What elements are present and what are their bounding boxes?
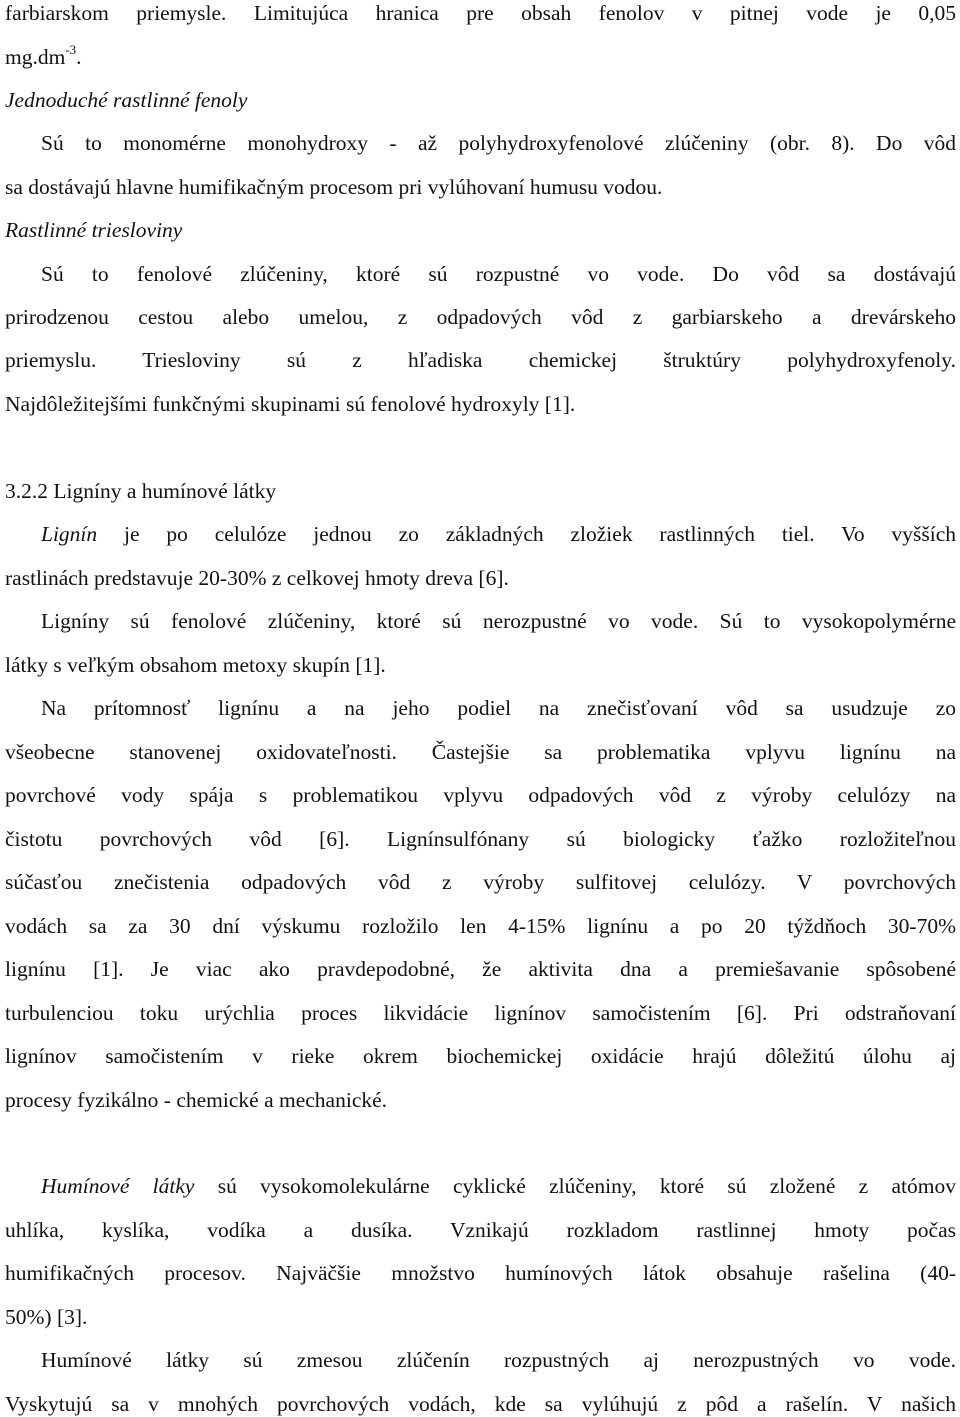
text-line: sa dostávajú hlavne humifikačným procesom pri vylúhovaní humusu vodou. <box>5 175 663 199</box>
punctuation: . <box>76 45 82 69</box>
text-line: povrchové vody spája s problematikou vplyvu odpadových vôd z výroby celulózy na <box>5 783 956 807</box>
section-heading: 3.2.2 Ligníny a humínové látky <box>5 479 277 503</box>
text-line: procesy fyzikálno - chemické a mechanické. <box>5 1088 388 1112</box>
text-line: lignínu [1]. Je viac ako pravdepodobné, že aktivita dna a premiešavanie spôsobené <box>5 957 956 981</box>
text-line: priemyslu. Triesloviny sú z hľadiska chemickej štruktúry polyhydroxyfenoly. <box>5 348 956 372</box>
text-line: Najdôležitejšími funkčnými skupinami sú fenolové hydroxyly [1]. <box>5 392 576 416</box>
text-line: farbiarskom priemysle. Limitujúca hranica pre obsah fenolov v pitnej vode je 0,05 <box>5 1 956 25</box>
text-line: vodách sa za 30 dní výskumu rozložilo len 4-15% lignínu a po 20 týždňoch 30-70% <box>5 914 956 938</box>
text-line: súčasťou znečistenia odpadových vôd z výroby sulfitovej celulózy. V povrchových <box>5 870 956 894</box>
text-line: lignínov samočistením v rieke okrem biochemickej oxidácie hrajú dôležitú úlohu aj <box>5 1044 956 1068</box>
text-line: Sú to monomérne monohydroxy - až polyhydroxyfenolové zlúčeniny (obr. 8). Do vôd <box>41 131 956 155</box>
text-line: všeobecne stanovenej oxidovateľnosti. Častejšie sa problematika vplyvu lignínu na <box>5 740 956 764</box>
text-line: Na prítomnosť lignínu a na jeho podiel na znečisťovaní vôd sa usudzuje zo <box>41 696 956 720</box>
text-line: Sú to fenolové zlúčeniny, ktoré sú rozpustné vo vode. Do vôd sa dostávajú <box>41 262 956 286</box>
text-line: Ligníny sú fenolové zlúčeniny, ktoré sú nerozpustné vo vode. Sú to vysokopolymérne <box>41 609 956 633</box>
text-line: prirodzenou cestou alebo umelou, z odpadových vôd z garbiarskeho a drevárskeho <box>5 305 956 329</box>
text-line <box>41 521 956 547</box>
subheading-text: Rastlinné triesloviny <box>5 218 183 242</box>
unit-text: mg.dm <box>5 45 66 69</box>
text-line <box>41 1173 956 1199</box>
text-line: látky s veľkým obsahom metoxy skupín [1]. <box>5 653 386 677</box>
text-line: uhlíka, kyslíka, vodíka a dusíka. Vznikajú rozkladom rastlinnej hmoty počas <box>5 1218 956 1242</box>
text-line: humifikačných procesov. Najväčšie množstvo humínových látok obsahuje rašelina (40- <box>5 1261 956 1285</box>
superscript: -3 <box>65 41 77 57</box>
subheading <box>5 217 956 243</box>
subheading <box>5 87 956 113</box>
text-line: Humínové látky sú zmesou zlúčenín rozpustných aj nerozpustných vo vode. <box>41 1348 956 1372</box>
text-line: 50%) [3]. <box>5 1305 88 1329</box>
text-run: sú vysokomolekulárne cyklické zlúčeniny, ktoré sú zložené z atómov <box>194 1174 956 1198</box>
text-line <box>5 41 956 70</box>
term-italic: Humínové látky <box>41 1174 195 1198</box>
text-line: Vyskytujú sa v mnohých povrchových vodách, kde sa vylúhujú z pôd a rašelín. V našich <box>5 1392 956 1416</box>
text-line: rastlinách predstavuje 20-30% z celkovej hmoty dreva [6]. <box>5 566 509 590</box>
subheading-text: Jednoduché rastlinné fenoly <box>5 88 248 112</box>
term-italic: Lignín <box>41 522 98 546</box>
text-run: je po celulóze jednou zo základných zložiek rastlinných tiel. Vo vyšších <box>97 522 956 546</box>
text-line: čistotu povrchových vôd [6]. Lignínsulfónany sú biologicky ťažko rozložiteľnou <box>5 827 956 851</box>
text-line: turbulenciou toku urýchlia proces likvidácie lignínov samočistením [6]. Pri odstraňovaní <box>5 1001 956 1025</box>
